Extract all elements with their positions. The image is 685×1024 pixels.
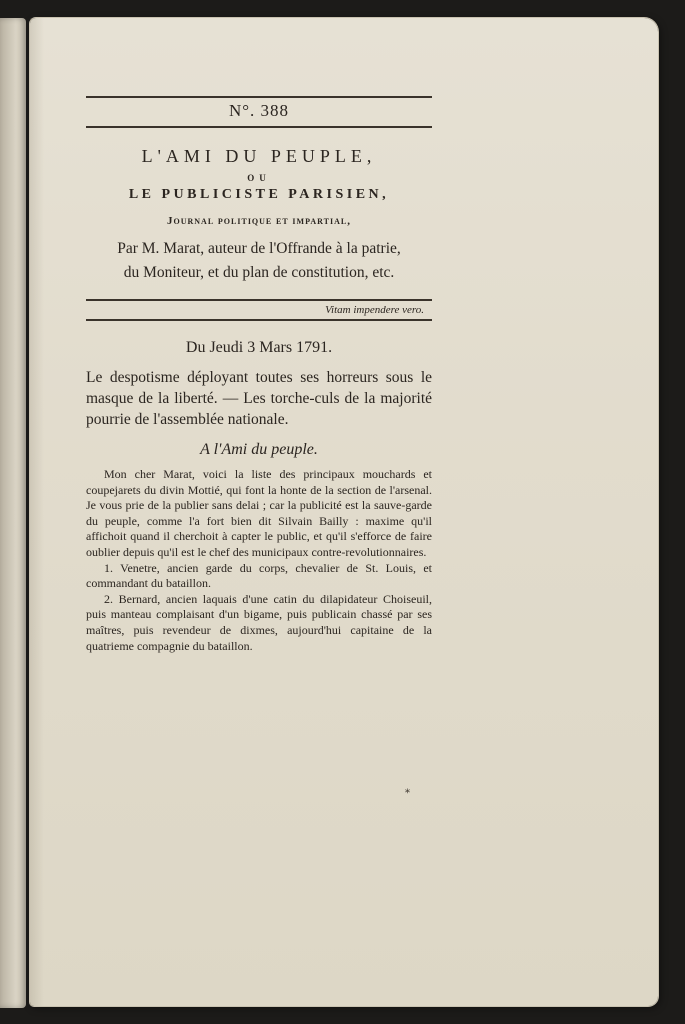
number-rule [86,126,432,128]
author-line [86,237,432,285]
page-content [86,96,432,654]
masthead-ou: OU [247,173,271,183]
issue-summary: Le despotisme déployant toutes ses horreurs sous le masque de la liberté. — Les torche-culs de la majorité pourrie de l'assemblée nationale. [86,369,432,428]
motto-rule-bottom [86,319,432,321]
top-rule [86,96,432,98]
letter-heading: A l'Ami du peuple. [200,441,318,458]
issue-date: Du Jeudi 3 Mars 1791. [185,339,333,356]
letter-paragraph: 1. Venetre, ancien garde du corps, chevalier de St. Louis, et commandant du bataillon. [86,560,432,591]
issue-number: N°. 388 [228,101,290,120]
masthead-subtitle: LE PUBLICISTE PARISIEN, [128,187,390,202]
letter-paragraph: 2. Bernard, ancien laquais d'une catin du dilapidateur Choiseuil, puis manteau complaisant d'un bigame, puis publicain chassé par ses maîtres, puis revendeur de dixmes, aujourd'hui capitaine de la quatrieme compagnie du bataillon. [86,591,432,653]
letter-body [86,467,432,654]
author-line-2: du Moniteur, et du plan de constitution, etc. [123,264,395,281]
author-line-1: Par M. Marat, auteur de l'Offrande à la patrie, [117,240,401,257]
motto-rule-top [86,299,432,301]
letter-paragraph: Mon cher Marat, voici la liste des principaux mouchards et coupejarets du divin Mottié, qui font la honte de la section de l'arsenal. Je vous prie de la publier sans delai ; car la publicité est la sauve-garde du peuple, comme l'a fort bien dit Silvain Bailly : maxime qu'il affichoit quand il cherchoit à capter le public, et qu'il s'efforce de faire oublier depuis qu'il est le chef des municipaux contre-revolutionnaires. [86,467,432,559]
motto: Vitam impendere vero. [325,304,424,316]
journal-description: Journal politique et impartial, [167,215,351,227]
masthead-title: L'AMI DU PEUPLE, [141,146,377,166]
adjacent-page-edge [0,18,26,1008]
ornament-mark: * [405,788,410,799]
